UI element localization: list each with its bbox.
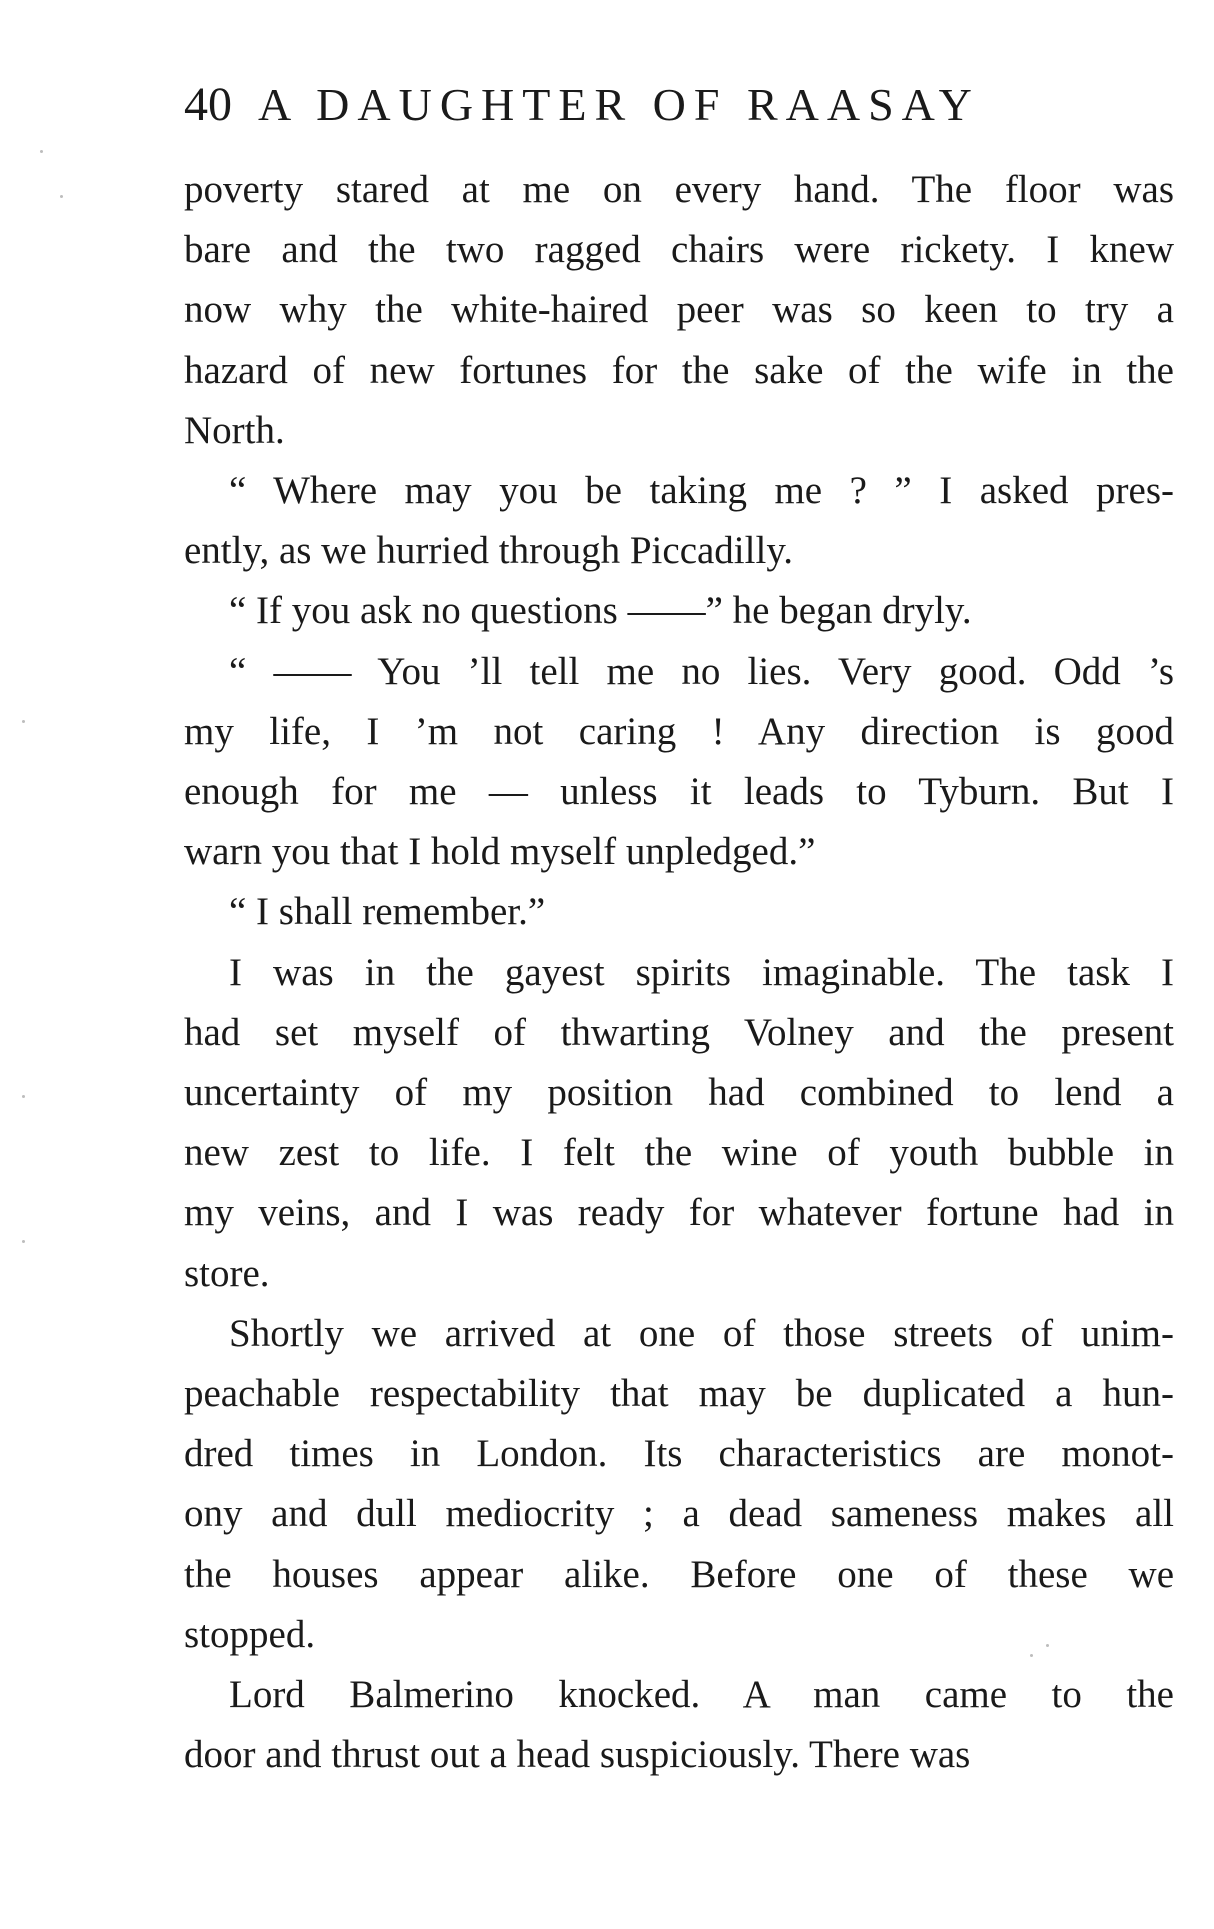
scan-speck	[60, 195, 63, 198]
text-line: Shortly we arrived at one of those streets of unim-	[229, 1311, 1174, 1355]
text-line: peachable respectability that may be duplicated a hun-	[184, 1372, 1174, 1416]
running-title: A DAUGHTER OF RAASAY	[258, 79, 980, 130]
text-line: my veins, and I was ready for whatever fortune had in	[184, 1191, 1174, 1235]
text-line: I was in the gayest spirits imaginable. The task I	[229, 950, 1174, 994]
text-line: hazard of new fortunes for the sake of the wife in the	[184, 348, 1174, 392]
text-line: “ —— You ’ll tell me no lies. Very good. Odd ’s	[229, 649, 1174, 693]
text-line: store.	[184, 1251, 270, 1295]
text-line: “ I shall remember.”	[229, 890, 546, 934]
paragraph	[184, 461, 1174, 581]
scan-speck	[22, 1240, 25, 1243]
text-line: poverty stared at me on every hand. The floor was	[184, 168, 1174, 211]
scan-speck	[22, 720, 25, 723]
paragraph	[184, 1304, 1174, 1665]
text-line: bare and the two ragged chairs were rickety. I knew	[184, 228, 1174, 272]
paragraph	[184, 160, 1174, 461]
text-line: now why the white-haired peer was so keen to try a	[184, 288, 1174, 332]
text-line: Lord Balmerino knocked. A man came to the	[229, 1673, 1174, 1717]
running-header	[184, 70, 1174, 140]
paragraph	[184, 882, 1174, 942]
scan-speck	[40, 150, 43, 153]
paragraph	[184, 642, 1174, 883]
scan-speck	[1046, 1644, 1049, 1647]
text-line: ony and dull mediocrity ; a dead sameness makes all	[184, 1492, 1174, 1536]
text-line: ently, as we hurried through Piccadilly.	[184, 529, 794, 573]
text-line: the houses appear alike. Before one of these we	[184, 1552, 1174, 1596]
text-line: door and thrust out a head suspiciously. There was	[184, 1733, 971, 1777]
text-line: warn you that I hold myself unpledged.”	[184, 830, 816, 874]
scan-speck	[22, 1095, 25, 1098]
scan-speck	[1030, 1654, 1033, 1657]
text-line: North.	[184, 408, 285, 452]
text-line: “ If you ask no questions ——” he began dryly.	[229, 589, 972, 633]
text-line: stopped.	[184, 1612, 316, 1656]
text-line: “ Where may you be taking me ? ” I asked pres-	[229, 469, 1174, 513]
page-number: 40	[184, 78, 232, 131]
text-line: uncertainty of my position had combined to lend a	[184, 1071, 1174, 1115]
paragraph	[184, 1665, 1174, 1785]
text-line: dred times in London. Its characteristics are monot-	[184, 1432, 1174, 1476]
text-line: my life, I ’m not caring ! Any direction is good	[184, 709, 1174, 753]
paragraph	[184, 581, 1174, 641]
text-line: had set myself of thwarting Volney and the present	[184, 1010, 1174, 1054]
paragraph	[184, 943, 1174, 1304]
body-text	[184, 160, 1174, 1785]
text-line: enough for me — unless it leads to Tyburn. But I	[184, 770, 1174, 814]
text-line: new zest to life. I felt the wine of youth bubble in	[184, 1131, 1174, 1175]
